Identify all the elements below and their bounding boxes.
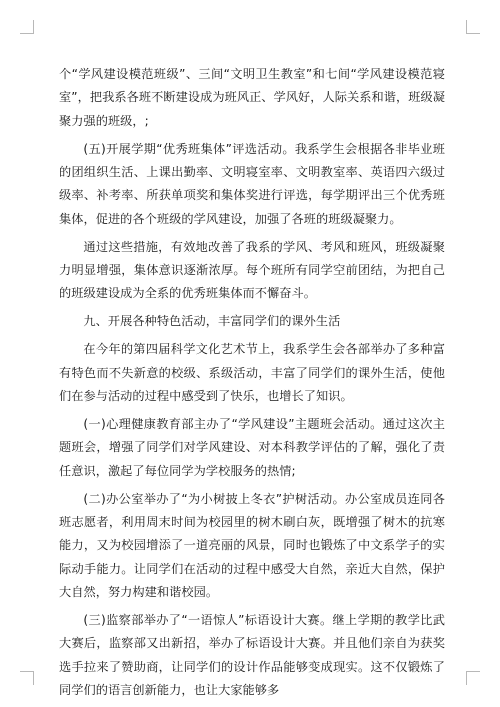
crop-mark-bottom-left [20, 671, 34, 685]
paragraph-7: (三)监察部举办了“一语惊人”标语设计大赛。继上学期的教学比武大赛后，监察部又出新招，举办了标语设计大赛。并且他们亲自为获奖选手拉来了赞助商，让同学们的设计作品能够变成现实。这不仅锻炼了同学们的语言创新能力，也让大家能够多 [59, 613, 445, 697]
paragraph-2: (五)开展学期“优秀班集体”评选活动。我系学生会根据各非毕业班的团组织生活、上课出勤率、文明寝室率、文明教室率、英语四六级过级率、补考率、所获单项奖和集体奖进行评选，每学期评出三个优秀班集体，促进的各个班级的学风建设，加强了各班的班级凝聚力。 [59, 141, 445, 226]
crop-mark-top-right [466, 20, 480, 34]
paragraph-4: 在今年的第四届科学文化艺术节上，我系学生会各部举办了多种富有特色而不失新意的校级、系级活动，丰富了同学们的课外生活，使他们在参与活动的过程中感受到了快乐，也增长了知识。 [59, 342, 445, 404]
crop-mark-top-left [20, 20, 34, 34]
crop-mark-bottom-right [466, 671, 480, 685]
paragraph-5: (一)心理健康教育部主办了“学风建设”主题班会活动。通过这次主题班会，增强了同学们对学风建设、对本科教学评估的了解，强化了责任意识，激起了每位同学为学校服务的热情; [59, 417, 445, 478]
section-heading: 九、开展各种特色活动，丰富同学们的课外生活 [83, 314, 341, 329]
paragraph-6: (二)办公室举办了“为小树披上冬衣”护树活动。办公室成员连同各班志愿者，利用周末时间为校园里的树木刷白灰，既增强了树木的抗寒能力，又为校园增添了一道亮丽的风景，同时也锻炼了中文系学子的实际动手能力。让同学们在活动的过程中感受大自然，亲近大自然，保护大自然，努力构建和谐校园。 [59, 491, 445, 600]
document-body [59, 63, 445, 702]
paragraph-3: 通过这些措施，有效地改善了我系的学风、考风和班风，班级凝聚力明显增强，集体意识逐渐浓厚。每个班所有同学空前团结，为把自己的班级建设成为全系的优秀班集体而不懈奋斗。 [59, 239, 445, 301]
paragraph-1: 个“学风建设模范班级”、三间“文明卫生教室”和七间“学风建设模范寝室”，把我系各班不断建设成为班风正、学风好，人际关系和谐，班级凝聚力强的班级，; [59, 67, 445, 128]
